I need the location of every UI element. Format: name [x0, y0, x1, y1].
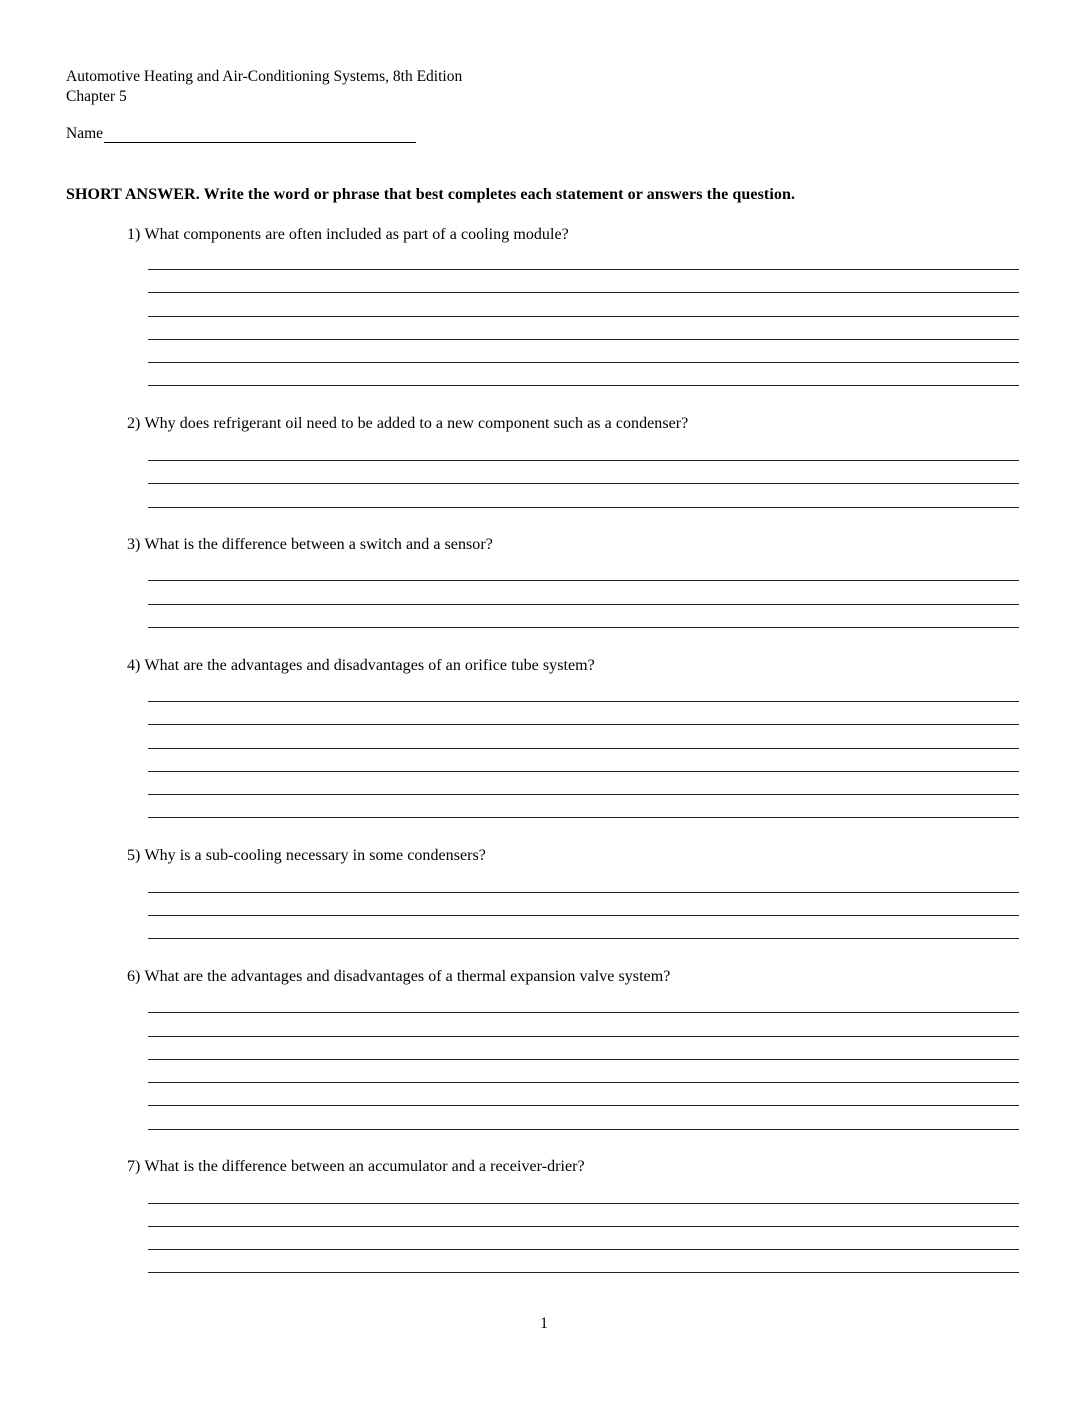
- answer-line[interactable]: [148, 362, 1019, 363]
- question-number: 1): [127, 226, 141, 243]
- answer-line[interactable]: [148, 316, 1019, 317]
- answer-line[interactable]: [148, 1082, 1019, 1083]
- question-text: What is the difference between a switch and a sensor?: [144, 536, 493, 553]
- section-instructions: SHORT ANSWER. Write the word or phrase that best completes each statement or answers the question.: [66, 186, 796, 203]
- answer-line[interactable]: [148, 1059, 1019, 1060]
- question-number: 3): [127, 536, 141, 553]
- question-3: [127, 536, 493, 554]
- answer-line[interactable]: [148, 1249, 1019, 1250]
- question-5: [127, 847, 486, 865]
- answer-line[interactable]: [148, 1203, 1019, 1204]
- question-text: Why is a sub-cooling necessary in some condensers?: [144, 847, 486, 864]
- question-number: 7): [127, 1158, 141, 1175]
- question-number: 5): [127, 847, 141, 864]
- question-1: [127, 226, 569, 244]
- answer-line[interactable]: [148, 627, 1019, 628]
- question-7: [127, 1158, 585, 1176]
- question-text: Why does refrigerant oil need to be added to a new component such as a condenser?: [144, 415, 689, 432]
- answer-line[interactable]: [148, 1012, 1019, 1013]
- question-text: What is the difference between an accumulator and a receiver-drier?: [144, 1158, 585, 1175]
- name-blank-line[interactable]: [104, 125, 416, 143]
- document-title: Automotive Heating and Air-Conditioning Systems, 8th Edition: [66, 68, 463, 85]
- answer-line[interactable]: [148, 269, 1019, 270]
- name-label: Name: [66, 125, 104, 142]
- answer-line[interactable]: [148, 580, 1019, 581]
- question-4: [127, 657, 595, 675]
- chapter-label: Chapter 5: [66, 88, 127, 105]
- answer-line[interactable]: [148, 507, 1019, 508]
- answer-line[interactable]: [148, 292, 1019, 293]
- question-6: [127, 968, 670, 986]
- question-text: What are the advantages and disadvantages of an orifice tube system?: [144, 657, 595, 674]
- question-text: What are the advantages and disadvantages of a thermal expansion valve system?: [144, 968, 671, 985]
- answer-line[interactable]: [148, 1129, 1019, 1130]
- answer-line[interactable]: [148, 701, 1019, 702]
- answer-line[interactable]: [148, 724, 1019, 725]
- question-text: What components are often included as part of a cooling module?: [144, 226, 569, 243]
- answer-line[interactable]: [148, 915, 1019, 916]
- answer-line[interactable]: [148, 1105, 1019, 1106]
- answer-line[interactable]: [148, 748, 1019, 749]
- answer-line[interactable]: [148, 385, 1019, 386]
- answer-line[interactable]: [148, 1036, 1019, 1037]
- answer-line[interactable]: [148, 938, 1019, 939]
- answer-line[interactable]: [148, 604, 1019, 605]
- answer-line[interactable]: [148, 771, 1019, 772]
- answer-line[interactable]: [148, 817, 1019, 818]
- answer-line[interactable]: [148, 892, 1019, 893]
- name-field: [66, 125, 416, 143]
- answer-line[interactable]: [148, 1226, 1019, 1227]
- answer-line[interactable]: [148, 339, 1019, 340]
- answer-line[interactable]: [148, 794, 1019, 795]
- question-number: 6): [127, 968, 141, 985]
- answer-line[interactable]: [148, 1272, 1019, 1273]
- page-number: 1: [540, 1315, 548, 1332]
- question-number: 4): [127, 657, 141, 674]
- answer-line[interactable]: [148, 460, 1019, 461]
- question-2: [127, 415, 688, 433]
- question-number: 2): [127, 415, 141, 432]
- answer-line[interactable]: [148, 483, 1019, 484]
